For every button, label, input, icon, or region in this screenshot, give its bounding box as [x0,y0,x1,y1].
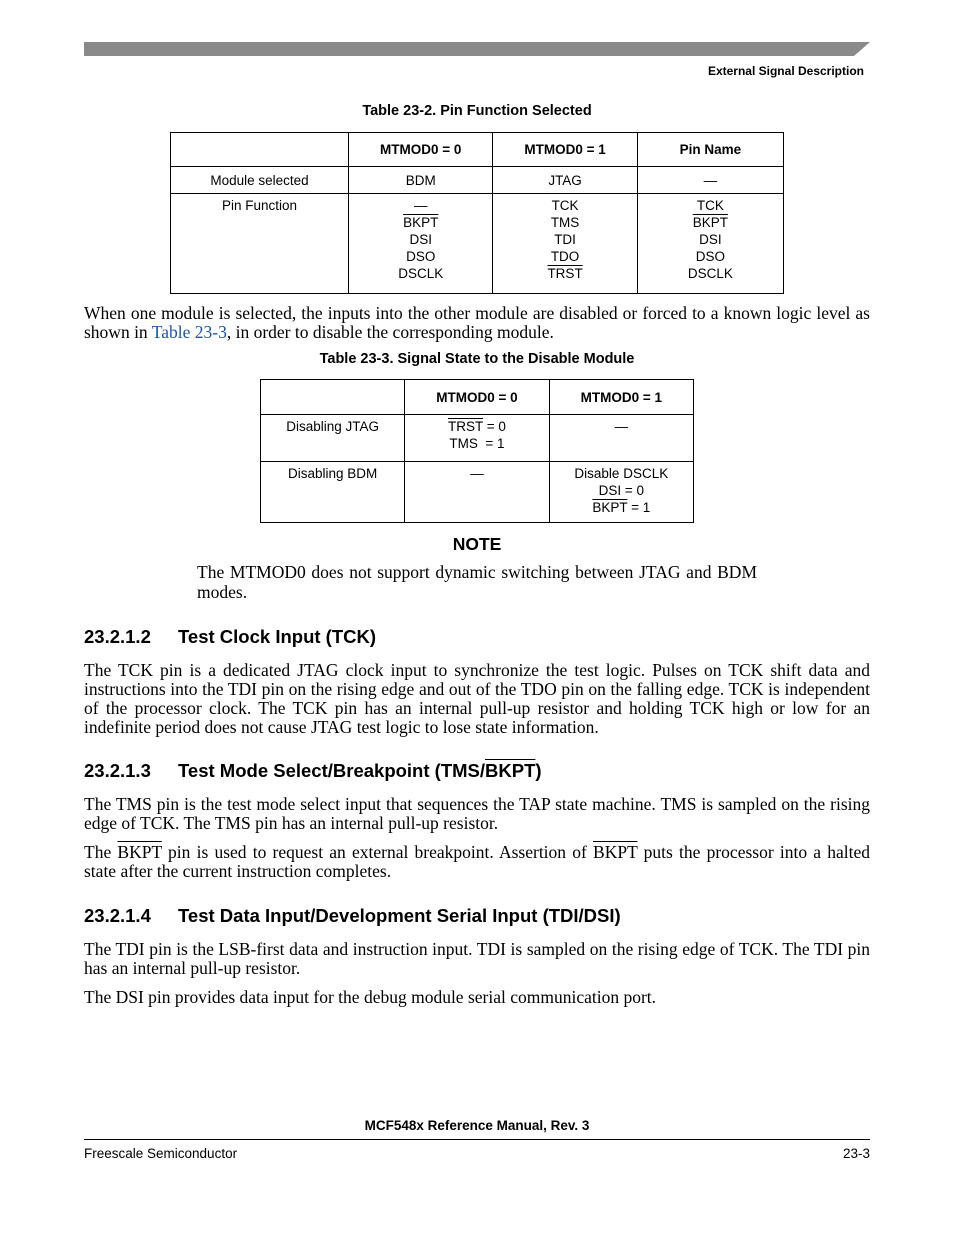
signal-state: DSI = 0 [598,483,645,498]
footer-rule [84,1139,870,1140]
signal-name: BKPT [592,500,628,515]
header-cell-mtmod0-1: MTMOD0 = 1 [493,133,637,167]
section-title: Test Clock Input (TCK) [178,626,377,647]
section-number: 23.2.1.4 [84,905,151,926]
footer-title: MCF548x Reference Manual, Rev. 3 [364,1118,590,1133]
signal-name: DSI [409,232,432,247]
table-link[interactable]: Table 23-3 [151,322,227,342]
table-cell: TRST = 0 TMS = 1 [405,415,549,462]
table-cell [637,194,783,294]
header-cell-pin-name: Pin Name [637,133,783,167]
signal-name: TRST [448,419,484,434]
signal-name: TDI [554,232,576,247]
paragraph: When one module is selected, the inputs into the other module are disabled or forced to a known logic level as shown in Table 23-3, in order to disable the corresponding module. [84,303,870,342]
table-cell: BDM [349,167,493,194]
signal-name: DSCLK [398,266,444,281]
header-bar [84,42,870,56]
table-cell: — [637,167,783,194]
paragraph: The TCK pin is a dedicated JTAG clock input to synchronize the test logic. Pulses on TCK shift data and instructions into the TDI pin on the rising edge and out of the TDO pin on the falling edge. TCK is independent of the processor clock. The TCK pin has an internal pull-up resistor and holding TCK high or low for an indefinite period does not cause JTAG test logic to lose state information. [84,660,870,737]
header-cell-empty [171,133,349,167]
note-text: The MTMOD0 does not support dynamic switching between JTAG and BDM modes. [197,562,757,602]
signal-name: BKPT [692,215,728,230]
table-23-3-caption: Table 23-3. Signal State to the Disable Module [319,351,635,367]
table-cell: — [549,415,693,462]
note-title: NOTE [452,534,502,554]
section-number: 23.2.1.3 [84,760,151,781]
table-row [171,194,784,294]
signal-name: DSI [699,232,722,247]
table-row [261,415,694,462]
signal-state-table [260,379,694,523]
header-cell-mtmod0-0: MTMOD0 = 0 [349,133,493,167]
signal-name: TMS [550,215,580,230]
table-cell [349,194,493,294]
row-label: Module selected [171,167,349,194]
paragraph: The TDI pin is the LSB-first data and instruction input. TDI is sampled on the rising edge of TCK. The TDI pin has an internal pull-up resistor. [84,939,870,978]
header-cell-mtmod0-1: MTMOD0 = 1 [549,380,693,415]
signal-name: TCK [696,198,724,213]
signal-name: — [413,198,428,213]
running-head: External Signal Description [707,64,864,78]
paragraph: The BKPT pin is used to request an external breakpoint. Assertion of BKPT puts the processor into a halted state after the current instruction completes. [84,842,870,881]
signal-name: DSO [695,249,725,264]
section-heading [84,626,376,648]
paragraph: The DSI pin provides data input for the debug module serial communication port. [84,987,657,1007]
signal-name: TRST [547,266,583,281]
section-heading [84,760,542,782]
section-title: Test Mode Select/Breakpoint (TMS/BKPT) [178,760,542,781]
table-cell: — [405,462,549,523]
signal-name: DSCLK [687,266,733,281]
table-header-row [261,380,694,415]
table-header-row [171,133,784,167]
table-row [261,462,694,523]
page-number: 23-3 [842,1146,870,1161]
section-heading [84,905,621,927]
table-row [171,167,784,194]
signal-name: TCK [551,198,579,213]
row-label: Pin Function [171,194,349,294]
signal-state: Disable DSCLK [574,466,669,481]
signal-state: TMS = 1 [449,436,505,451]
table-cell [493,194,637,294]
table-23-2-caption: Table 23-2. Pin Function Selected [362,103,592,119]
table-cell: JTAG [493,167,637,194]
header-cell-mtmod0-0: MTMOD0 = 0 [405,380,549,415]
section-title: Test Data Input/Development Serial Input (TDI/DSI) [178,905,621,926]
footer-company: Freescale Semiconductor [84,1146,238,1161]
row-label: Disabling JTAG [261,415,405,462]
section-number: 23.2.1.2 [84,626,151,647]
paragraph: The TMS pin is the test mode select input that sequences the TAP state machine. TMS is sampled on the rising edge of TCK. The TMS pin has an internal pull-up resistor. [84,794,870,833]
signal-name: DSO [406,249,436,264]
row-label: Disabling BDM [261,462,405,523]
pin-function-table [170,132,784,294]
signal-name: BKPT [403,215,439,230]
table-cell: Disable DSCLK DSI = 0 BKPT = 1 [549,462,693,523]
header-cell-empty [261,380,405,415]
signal-name: TDO [550,249,580,264]
